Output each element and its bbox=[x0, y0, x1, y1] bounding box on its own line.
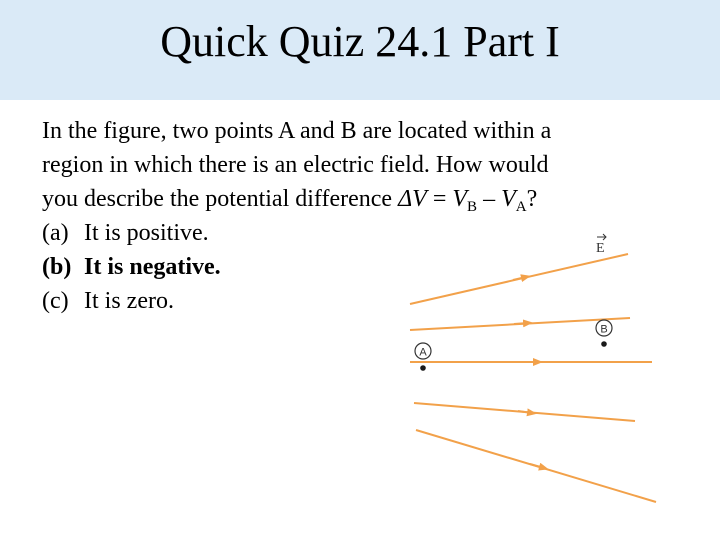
subscript-b: B bbox=[467, 199, 478, 215]
field-line-5-arrow-icon bbox=[530, 464, 544, 468]
option-a-letter: (a) bbox=[42, 220, 69, 246]
question-line-2: region in which there is an electric field. How would bbox=[42, 152, 549, 178]
option-a-text: It is positive. bbox=[84, 220, 209, 246]
question-line-1: In the figure, two points A and B are located within a bbox=[42, 118, 552, 144]
field-line-2-arrow-icon bbox=[514, 323, 528, 324]
field-label-e: E bbox=[596, 241, 605, 256]
point-b-label: B bbox=[600, 323, 608, 336]
option-b-letter: (b) bbox=[42, 254, 72, 280]
question-mark: ? bbox=[526, 186, 538, 212]
option-c-text: It is zero. bbox=[84, 288, 174, 314]
slide-title: Quick Quiz 24.1 Part I bbox=[160, 17, 560, 66]
v-b-symbol: V bbox=[452, 186, 468, 212]
option-b-text: It is negative. bbox=[84, 254, 221, 280]
field-line-4-arrow-icon bbox=[518, 411, 532, 413]
question-line-3 bbox=[42, 182, 662, 216]
electric-field-figure bbox=[390, 228, 670, 510]
delta-v-symbol: ΔV bbox=[398, 186, 427, 212]
question-line-3-text: you describe the potential difference bbox=[42, 186, 399, 212]
point-a-label: A bbox=[419, 346, 427, 359]
field-vector-arrow-icon bbox=[597, 234, 606, 240]
point-b bbox=[601, 341, 607, 347]
point-a bbox=[420, 365, 426, 371]
minus-sign: – bbox=[477, 186, 502, 212]
equals-sign: = bbox=[426, 186, 453, 212]
option-c-letter: (c) bbox=[42, 288, 69, 314]
v-a-symbol: V bbox=[501, 186, 516, 212]
subscript-a: A bbox=[515, 199, 527, 215]
